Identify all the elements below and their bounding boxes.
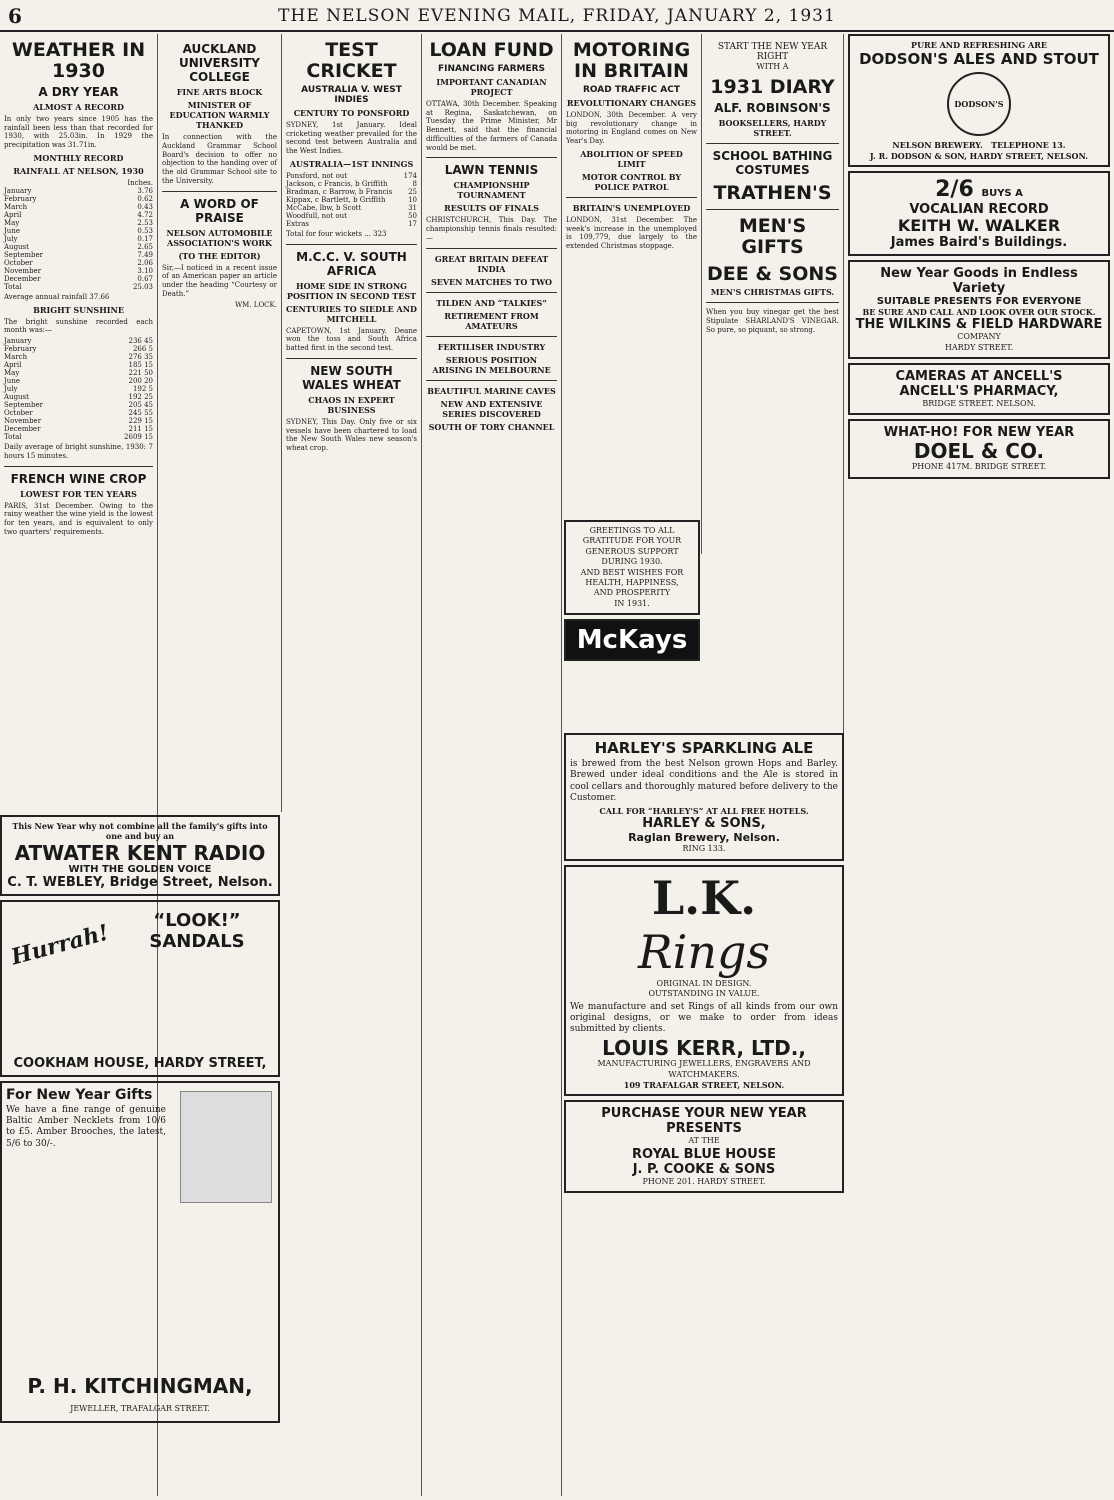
- table-row: July 0.17: [4, 234, 153, 243]
- harley-call: CALL FOR “HARLEY'S” AT ALL FREE HOTELS.: [599, 806, 809, 816]
- table-row: July 192 5: [4, 385, 153, 394]
- unemployed-headline: BRITAIN'S UNEMPLOYED: [572, 202, 691, 213]
- bathing-headline: SCHOOL BATHING COSTUMES: [712, 148, 833, 177]
- table-row: Ponsford, not out 174: [286, 171, 417, 180]
- tennis-sub: CHAMPIONSHIP TOURNAMENT: [453, 180, 530, 201]
- caves-sub: NEW AND EXTENSIVE SERIES DISCOVERED: [440, 398, 543, 419]
- gifts-shop: P. H. KITCHINGMAN,: [27, 1373, 253, 1398]
- harley-ad: HARLEY'S SPARKLING ALE is brewed from the best Nelson grown Hops and Barley. Brewed under ideal conditions and the Ale is stored in cool cellars and thoroughly matured before delivery to the Customer. CALL FOR “HARLEY'S” AT ALL FREE HOTELS. HARLEY & SONS, Raglan Brewery, Nelson. RING 133. L.K. Rings ORIGINAL IN DESIGN. OUTSTANDING IN VALUE. We manufacture and set Rings of all kinds from our own original designs, or we make to order from ideas submitted by clients. LOUIS KERR, LTD., MANUFACTURING JEWELLERS, ENGRAVERS AND WATCHMAKERS. 109 TRAFALGAR STREET, NELSON. PURCHASE YOUR NEW YEAR PRESENTS AT THE ROYAL BLUE HOUSE J. P. COOKE & SONS PHONE 201. HARDY STREET.: [564, 733, 844, 1193]
- table-row: April 4.72: [4, 210, 153, 219]
- dee-shop: DEE & SONS: [707, 262, 838, 285]
- page-number: 6: [8, 4, 22, 28]
- santa-illustration: [180, 1091, 272, 1203]
- weather-headline: WEATHER IN 1930: [11, 39, 146, 82]
- sun-average: Daily average of bright sunshine, 1930: 7 hours 15 minutes.: [4, 443, 153, 460]
- dodson-badge: DODSON'S: [947, 72, 1011, 136]
- praise-to: (TO THE EDITOR): [178, 250, 261, 261]
- table-row: Kippax, c Bartlett, b Griffith 10: [286, 195, 417, 204]
- weather-sub2: ALMOST A RECORD: [33, 101, 124, 112]
- table-row: Total 2609 15: [4, 433, 153, 442]
- table-row: Woodfull, not out 50: [286, 211, 417, 220]
- masthead-title: THE NELSON EVENING MAIL, FRIDAY, JANUARY 2, 1931: [278, 6, 836, 26]
- loan-text: OTTAWA, 30th December. Speaking at Regina, Saskatchewan, on Tuesday the Prime Minister, Mr Bennett, said that the financial difficulties of the farmers of Canada would be met.: [426, 99, 557, 152]
- loan-sub: FINANCING FARMERS: [437, 63, 546, 74]
- speed-sub: MOTOR CONTROL BY POLICE PATROL: [581, 171, 682, 192]
- college-sub: FINE ARTS BLOCK: [176, 87, 263, 97]
- rain-table: [4, 179, 153, 291]
- college-sub2: MINISTER OF EDUCATION WARMLY THANKED: [169, 100, 270, 130]
- sandals-script: Hurrah!: [8, 919, 112, 971]
- lk-sub: Rings: [637, 924, 771, 979]
- mcc-text: CAPETOWN, 1st January. Deane won the toss and South Africa batted first in the second test.: [286, 326, 417, 353]
- cameras-headline: CAMERAS AT ANCELL'S: [895, 368, 1063, 384]
- table-row: Bradman, c Barrow, b Francis 25: [286, 187, 417, 196]
- column-5: [562, 34, 702, 554]
- wilkins-headline: New Year Goods in Endless Variety: [880, 265, 1078, 296]
- rain-average: Average annual rainfall 37.66: [4, 292, 110, 301]
- wine-headline: FRENCH WINE CROP: [10, 471, 147, 486]
- table-row: December 211 15: [4, 425, 153, 434]
- trathens-shop: TRATHEN'S: [713, 181, 832, 204]
- lk-title: L.K.: [651, 870, 757, 925]
- loan-headline: LOAN FUND: [429, 39, 554, 61]
- sun-title: BRIGHT SUNSHINE: [33, 304, 124, 315]
- table-row: August 2.65: [4, 242, 153, 251]
- tennis-sub2: RESULTS OF FINALS: [444, 203, 539, 214]
- doel-shop: DOEL & CO.: [913, 439, 1045, 464]
- gifts-addr: JEWELLER, TRAFALGAR STREET.: [70, 1404, 210, 1414]
- table-row: Extras 17: [286, 219, 417, 228]
- table-row: November 229 15: [4, 417, 153, 426]
- cricket-sub2: CENTURY TO PONSFORD: [293, 107, 410, 118]
- column-4: [422, 34, 562, 1496]
- table-row: March 276 35: [4, 353, 153, 362]
- table-row: February 266 5: [4, 345, 153, 354]
- cricket-text: SYDNEY, 1st January. Ideal cricketing weather prevailed for the second test between Australia and the West Indies.: [286, 120, 417, 156]
- mcc-sub: HOME SIDE IN STRONG POSITION IN SECOND TEST: [286, 280, 417, 301]
- table-row: May 221 50: [4, 369, 153, 378]
- sun-table: [4, 337, 153, 441]
- harley-text: is brewed from the best Nelson grown Hops and Barley. Brewed under ideal conditions and the Ale is stored in cool cellars and thoroughly matured before delivery to the Customer.: [570, 759, 838, 803]
- column-2: [158, 34, 282, 812]
- table-row: September 205 45: [4, 401, 153, 410]
- tennis-headline: LAWN TENNIS: [444, 163, 539, 178]
- louiskerr-shop: LOUIS KERR, LTD.,: [602, 1036, 806, 1061]
- dodson-shop: J. R. DODSON & SON, HARDY STREET, NELSON.: [869, 150, 1089, 161]
- cricket-headline: TEST CRICKET: [306, 39, 397, 82]
- mens-headline: MEN'S GIFTS: [738, 214, 807, 258]
- wine-text: PARIS, 31st December. Owing to the rainy weather the wine yield is the lowest for ten years, and is equivalent to only two quarters' requirements.: [4, 501, 153, 536]
- motoring-sub: ROAD TRAFFIC ACT: [582, 84, 681, 95]
- table-row: December 0.67: [4, 274, 153, 283]
- tilden-headline: TILDEN AND “TALKIES”: [436, 297, 547, 308]
- fert-headline: FERTILISER INDUSTRY: [437, 341, 546, 352]
- cooke-shop: J. P. COOKE & SONS: [632, 1161, 776, 1177]
- weather-intro: In only two years since 1905 has the rainfall been less than that recorded for 1930, with 25.03in. In 1929 the precipitation was 31.71in.: [4, 114, 153, 150]
- table-row: June 200 20: [4, 377, 153, 386]
- harley-addr: Raglan Brewery,: [628, 831, 730, 845]
- innings-total: Total for four wickets ... 323: [286, 229, 387, 238]
- sandals-shop: COOKHAM HOUSE, HARDY STREET,: [13, 1055, 267, 1071]
- innings-title: AUSTRALIA—1ST INNINGS: [289, 158, 414, 169]
- wheat-text: SYDNEY, This Day. Only five or six vessels have been chartered to load the New South Wales new season's wheat crop.: [286, 417, 417, 453]
- motoring-sub2: REVOLUTIONARY CHANGES: [566, 97, 697, 108]
- praise-text: Sir,—I noticed in a recent issue of an American paper an article under the heading “Courtesy or Death.”: [162, 263, 277, 298]
- gifts-title: For New Year Gifts: [6, 1086, 153, 1103]
- column-3: [282, 34, 422, 1496]
- weather-sub: A DRY YEAR: [38, 84, 119, 99]
- table-row: January 236 45: [4, 337, 153, 346]
- table-row: May 2.53: [4, 218, 153, 227]
- wheat-sub: CHAOS IN EXPERT BUSINESS: [308, 394, 395, 415]
- wilkins-shop: THE WILKINS & FIELD HARDWARE: [855, 317, 1103, 333]
- table-row: Jackson, c Francis, b Griffith 8: [286, 179, 417, 188]
- motoring-headline: MOTORING IN BRITAIN: [572, 39, 691, 82]
- vocalian-price: 2/6: [935, 177, 974, 203]
- india-headline: GREAT BRITAIN DEFEAT INDIA: [434, 253, 549, 274]
- diary-headline: 1931 DIARY: [710, 76, 835, 98]
- mckays-logo: McKays: [564, 619, 700, 661]
- caves-sub2: SOUTH OF TORY CHANNEL: [428, 421, 555, 432]
- praise-signature: WM. LOCK.: [234, 300, 277, 309]
- atwater-tag: WITH THE GOLDEN VOICE: [68, 863, 212, 875]
- mcc-headline: M.C.C. V. SOUTH AFRICA: [296, 249, 407, 278]
- robinson-shop: ALF. ROBINSON'S: [714, 100, 831, 115]
- college-text: In connection with the Auckland Grammar School Board's decision to offer no objection to the handing over of the old Grammar School site to the University.: [162, 133, 277, 185]
- sandals-look: “LOOK!”: [153, 909, 241, 931]
- college-headline: AUCKLAND UNIVERSITY COLLEGE: [179, 42, 260, 84]
- table-row: November 3.10: [4, 266, 153, 275]
- rain-header: Inches.: [127, 178, 153, 187]
- greetings-ad: GREETINGS TO ALL GRATITUDE FOR YOUR GENEROUS SUPPORT DURING 1930. AND BEST WISHES FOR HEALTH, HAPPINESS, AND PROSPERITY IN 1931. McKays: [564, 520, 700, 661]
- gifts-text: We have a fine range of genuine Baltic Amber Necklets from 10/6 to £5. Amber Brooches, the latest, 5/6 to 30/-.: [6, 1104, 166, 1149]
- masthead: [0, 0, 1114, 32]
- walker-shop: KEITH W. WALKER: [897, 216, 1061, 236]
- motoring-text: LONDON, 30th December. A very big revolutionary change in motoring in England comes on New Year's Day.: [566, 110, 697, 146]
- unemployed-text: LONDON, 31st December. The week's increase in the unemployed is 109,779, due largely to the extended Christmas stoppage.: [566, 215, 697, 251]
- tilden-sub: RETIREMENT FROM AMATEURS: [444, 310, 539, 331]
- table-row: September 7.49: [4, 250, 153, 259]
- india-sub: SEVEN MATCHES TO TWO: [430, 276, 553, 287]
- atwater-lead: This New Year why not combine all the family's gifts into one and buy an: [12, 821, 268, 842]
- table-row: McCabe, lbw, b Scott 31: [286, 203, 417, 212]
- wine-sub: LOWEST FOR TEN YEARS: [20, 488, 137, 499]
- sandals-title: SANDALS: [149, 930, 245, 952]
- wheat-headline: NEW SOUTH WALES WHEAT: [302, 363, 401, 392]
- rain-title: RAINFALL AT NELSON, 1930: [13, 165, 144, 176]
- sun-intro: The bright sunshine recorded each month was:—: [4, 317, 153, 335]
- cricket-sub: AUSTRALIA V. WEST INDIES: [301, 84, 402, 105]
- atwater-ad: [0, 815, 280, 1423]
- innings-table: [286, 172, 417, 228]
- dodson-headline: DODSON'S ALES AND STOUT: [859, 50, 1099, 69]
- table-row: March 0.43: [4, 202, 153, 211]
- harley-shop: HARLEY & SONS,: [642, 816, 766, 832]
- vocalian-headline: VOCALIAN RECORD: [909, 202, 1049, 218]
- column-6: START THE NEW YEAR RIGHT WITH A 1931 DIARY ALF. ROBINSON'S BOOKSELLERS, HARDY STREET. SCHOOL BATHING COSTUMES TRATHEN'S MEN'S GIFTS DEE & SONS MEN'S CHRISTMAS GIFTS. When you buy vinegar get the best Stipulate SHARLAND'S VINEGAR. So pure, so piquant, so strong.: [702, 34, 844, 733]
- table-row: January 3.76: [4, 186, 153, 195]
- column-7: PURE AND REFRESHING ARE DODSON'S ALES AND STOUT DODSON'S NELSON BREWERY. TELEPHONE 13. J. R. DODSON & SON, HARDY STREET, NELSON. 2/6 BUYS A VOCALIAN RECORD KEITH W. WALKER James Baird's Buildings. New Year Goods in Endless Variety SUITABLE PRESENTS FOR EVERYONE BE SURE AND CALL AND LOOK OVER OUR STOCK. THE WILKINS & FIELD HARDWARE COMPANY HARDY STREET. CAMERAS AT ANCELL'S ANCELL'S PHARMACY, BRIDGE STREET. NELSON. WHAT-HO! FOR NEW YEAR DOEL & CO. PHONE 417M. BRIDGE STREET.: [844, 34, 1114, 1496]
- table-row: October 2.06: [4, 258, 153, 267]
- atwater-shop: C. T. WEBLEY, Bridge Street, Nelson.: [7, 874, 273, 890]
- monthly-title: MONTHLY RECORD: [33, 152, 124, 163]
- caves-headline: BEAUTIFUL MARINE CAVES: [427, 385, 556, 396]
- harley-ring: RING 133.: [682, 844, 726, 854]
- harley-town: Nelson.: [733, 831, 780, 845]
- vinegar-ad: When you buy vinegar get the best Stipulate SHARLAND'S VINEGAR. So pure, so piquant, so strong.: [706, 308, 839, 334]
- table-row: Total 25.03: [4, 282, 153, 291]
- praise-headline: A WORD OF PRAISE: [180, 196, 259, 225]
- mcc-sub2: CENTURIES TO SIEDLE AND MITCHELL: [286, 303, 417, 324]
- praise-sub: NELSON AUTOMOBILE ASSOCIATION'S WORK: [166, 227, 273, 248]
- table-row: April 185 15: [4, 361, 153, 370]
- table-row: August 192 25: [4, 393, 153, 402]
- table-row: October 245 55: [4, 409, 153, 418]
- ancell-shop: ANCELL'S PHARMACY,: [899, 383, 1059, 399]
- atwater-brand: ATWATER KENT RADIO: [14, 840, 266, 865]
- table-row: February 0.62: [4, 194, 153, 203]
- speed-headline: ABOLITION OF SPEED LIMIT: [580, 148, 683, 169]
- loan-sub2: IMPORTANT CANADIAN PROJECT: [436, 76, 547, 97]
- harley-title: HARLEY'S SPARKLING ALE: [594, 739, 814, 757]
- table-row: June 0.53: [4, 226, 153, 235]
- doel-headline: WHAT-HO! FOR NEW YEAR: [883, 425, 1075, 441]
- tennis-text: CHRISTCHURCH, This Day. The championship tennis finals resulted:—: [426, 216, 557, 242]
- fert-sub: SERIOUS POSITION ARISING IN MELBOURNE: [432, 354, 551, 375]
